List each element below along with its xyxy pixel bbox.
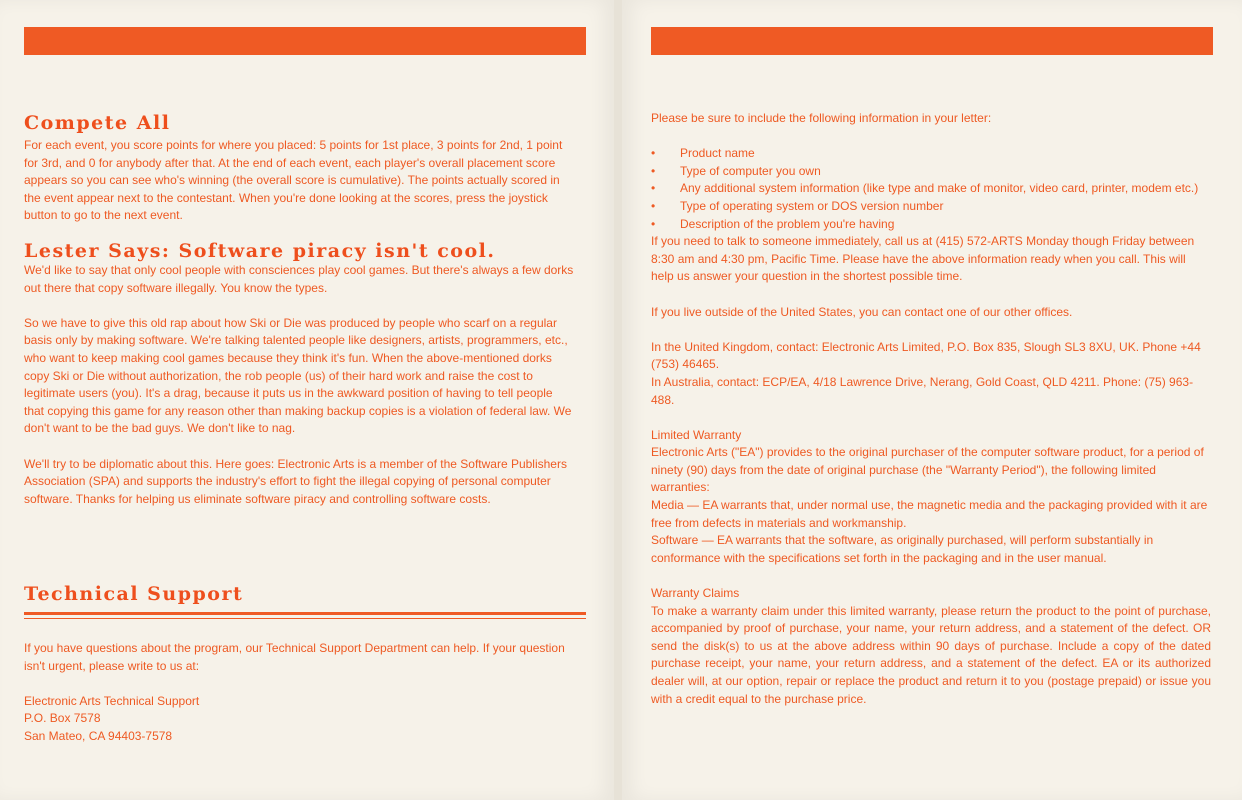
uk-office: In the United Kingdom, contact: Electronic Arts Limited, P.O. Box 835, Slough SL3 8XU, UK. Phone +44 (753) 46465.: [651, 339, 1201, 372]
list-item: • Type of computer you own: [651, 163, 1211, 181]
compete-section: [24, 112, 574, 225]
lester-paragraph: We'll try to be diplomatic about this. Here goes: Electronic Arts is a member of the Software Publishers Association (SPA) and supports the industry's effort to fight the illegal copying of personal computer software. Thanks for helping us eliminate software piracy and controlling software costs.: [24, 456, 567, 506]
lester-paragraph: We'd like to say that only cool people with consciences play cool games. But there's always a few dorks out there that copy software illegally. You know the types.: [24, 263, 574, 295]
claims-title: Warranty Claims: [651, 586, 740, 601]
tech-support-heading: Technical Support: [24, 583, 244, 605]
right-column: [651, 110, 1211, 708]
tech-support-heading-block: [24, 583, 574, 605]
section-divider-thin: [24, 618, 586, 619]
list-item: • Any additional system information (like type and make of monitor, video card, printer, modem etc.): [651, 180, 1211, 198]
warranty-title: Limited Warranty: [651, 427, 742, 442]
warranty-software: Software — EA warrants that the software, as originally purchased, will perform substantially in conformance with the specifications set forth in the packaging and in the user manual.: [651, 533, 1154, 565]
tech-support-intro: If you have questions about the program, our Technical Support Department can help. If your question isn't urgent, please write to us at:: [24, 641, 565, 673]
address-line: P.O. Box 7578: [24, 711, 101, 726]
letter-intro: Please be sure to include the following information in your letter:: [651, 111, 992, 125]
section-divider: [24, 612, 586, 615]
page-gutter: [614, 0, 622, 800]
address-line: San Mateo, CA 94403-7578: [24, 728, 173, 743]
list-item: • Type of operating system or DOS version number: [651, 198, 1211, 216]
compete-body: For each event, you score points for where you placed: 5 points for 1st place, 3 points for 2nd, 1 point for 3rd, and 0 for anybody after that. At the end of each event, each player's overall placement score appears so you can see who's winning (the overall score is cumulative). The points actually scored in the event appear next to the contestant. When you're done looking at the scores, press the joystick button to go to the next event.: [24, 138, 563, 223]
list-item: • Product name: [651, 145, 1211, 163]
list-item: • Description of the problem you're having: [651, 216, 1211, 234]
lester-section: [24, 240, 574, 526]
info-list: [651, 145, 1211, 233]
warranty-media: Media — EA warrants that, under normal use, the magnetic media and the packaging provided with it are free from defects in materials and workmanship.: [651, 498, 1208, 530]
australia-office: In Australia, contact: ECP/EA, 4/18 Lawrence Drive, Nerang, Gold Coast, QLD 4211. Phone: (75) 963-488.: [651, 374, 1194, 407]
right-header-bar: [651, 27, 1213, 55]
claims-body: To make a warranty claim under this limited warranty, please return the product to the point of purchase, accompanied by proof of purchase, your name, your return address, and a statement of the defect. OR send the disk(s) to us at the above address within 90 days of purchase. Include a copy of the dated purchase receipt, your name, your return address, and a statement of the defect. EA or its authorized dealer will, at our option, repair or replace the product and return it to you (postage prepaid) or issue you with a credit equal to the purchase price.: [651, 603, 1211, 706]
lester-paragraph: So we have to give this old rap about how Ski or Die was produced by people who scarf on a regular basis only by making software. We're talking talented people like designers, artists, programmers, etc., who want to keep making cool games because they think it's fun. When the above-mentioned dorks copy Ski or Die without authorization, the rob people (us) of their hard work and raise the cost to legitimate users (you). It's a drag, because it puts us in the awkward position of having to tell people that copying this game for any reason other than making backup copies is a violation of federal law. We don't want to be the bad guys. We don't like to nag.: [24, 315, 572, 436]
lester-heading: Lester Says: Software piracy isn't cool.: [24, 240, 496, 262]
address-line: Electronic Arts Technical Support: [24, 693, 200, 708]
phone-paragraph: If you need to talk to someone immediately, call us at (415) 572-ARTS Monday though Friday between 8:30 am and 4:30 pm, Pacific Time. Please have the above information ready when you call. This will help us answer your question in the shortest possible time.: [651, 234, 1195, 284]
tech-support-section: [24, 640, 574, 746]
outside-us-paragraph: If you live outside of the United States, you can contact one of our other offices.: [651, 304, 1073, 319]
compete-heading: Compete All: [24, 112, 171, 134]
warranty-body: Electronic Arts ("EA") provides to the original purchaser of the computer software product, for a period of ninety (90) days from the date of original purchase (the "Warranty Period"), the following limited warranties:: [651, 445, 1204, 495]
left-header-bar: [24, 27, 586, 55]
